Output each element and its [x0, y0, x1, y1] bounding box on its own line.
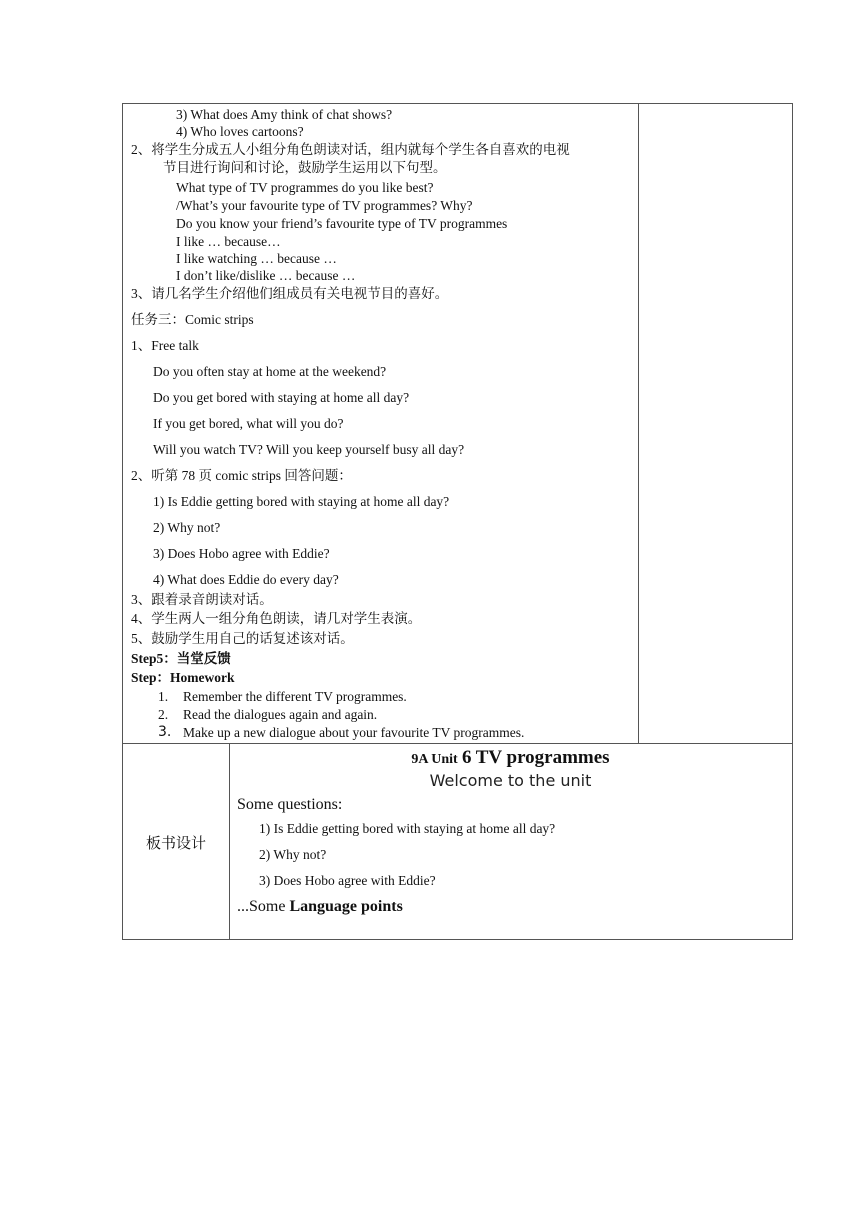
sentence-pattern: /What’s your favourite type of TV programmes? Why? — [176, 198, 473, 213]
activity-line: 2、将学生分成五人小组分角色朗读对话，组内就每个学生各自喜欢的电视 — [131, 142, 570, 157]
comic-question: 4) What does Eddie do every day? — [153, 572, 339, 587]
language-points-line — [237, 897, 403, 916]
homework-item: Make up a new dialogue about your favourite TV programmes. — [183, 725, 525, 740]
blackboard-question: 1) Is Eddie getting bored with staying at home all day? — [259, 821, 556, 836]
activity-line: 3、跟着录音朗读对话。 — [131, 592, 273, 607]
blackboard-label: 板书设计 — [145, 836, 206, 852]
procedure-row — [123, 104, 792, 744]
homework-item: Read the dialogues again and again. — [183, 707, 378, 722]
blackboard-title — [229, 747, 792, 769]
sentence-pattern: Do you know your friend’s favourite type of TV programmes — [176, 216, 508, 231]
task-heading: 任务三：Comic strips — [131, 312, 254, 327]
homework-number: 3. — [158, 724, 172, 740]
activity-line: 5、鼓励学生用自己的话复述该对话。 — [131, 631, 354, 646]
homework-item: Remember the different TV programmes. — [183, 689, 407, 704]
homework-number: 1. — [158, 689, 169, 704]
free-talk-question: Do you often stay at home at the weekend? — [153, 364, 387, 379]
activity-line: 1、Free talk — [131, 338, 199, 353]
activity-line: 节目进行询问和讨论，鼓励学生运用以下句型。 — [163, 160, 447, 175]
sentence-pattern: I don’t like/dislike … because … — [176, 268, 356, 283]
blackboard-subtitle: Welcome to the unit — [429, 771, 592, 790]
activity-line: 2、听第 78 页 comic strips 回答问题： — [131, 468, 352, 483]
comic-question: 3) Does Hobo agree with Eddie? — [153, 546, 330, 561]
title-topic: TV programmes — [475, 747, 610, 768]
sentence-pattern: What type of TV programmes do you like best? — [176, 180, 434, 195]
comic-question: 1) Is Eddie getting bored with staying at home all day? — [153, 494, 450, 509]
sentence-pattern: I like watching … because … — [176, 251, 337, 266]
homework-heading: Step：Homework — [131, 670, 235, 685]
language-points-prefix: ...Some — [237, 898, 286, 915]
free-talk-question: Will you watch TV? Will you keep yourself busy all day? — [153, 442, 465, 457]
blackboard-question: 3) Does Hobo agree with Eddie? — [259, 873, 436, 888]
activity-line: 4、学生两人一组分角色朗读，请几对学生表演。 — [131, 611, 422, 626]
procedure-cell — [123, 104, 639, 743]
activity-line: 3、请几名学生介绍他们组成员有关电视节目的喜好。 — [131, 286, 449, 301]
title-prefix: 9A Unit — [411, 752, 458, 767]
blackboard-question: 2) Why not? — [259, 847, 327, 862]
step5-heading: Step5：当堂反馈 — [131, 651, 231, 666]
questions-heading: Some questions: — [237, 796, 343, 813]
title-unit-number: 6 — [461, 747, 472, 768]
sentence-pattern: I like … because… — [176, 234, 281, 249]
homework-number: 2. — [158, 707, 169, 722]
comic-question: 2) Why not? — [153, 520, 221, 535]
blackboard-row — [123, 744, 792, 939]
question-line: 3) What does Amy think of chat shows? — [176, 107, 393, 122]
free-talk-question: If you get bored, what will you do? — [153, 416, 344, 431]
language-points-label: Language points — [289, 898, 403, 915]
free-talk-question: Do you get bored with staying at home all day? — [153, 390, 410, 405]
lesson-plan-table — [122, 103, 793, 940]
question-line: 4) Who loves cartoons? — [176, 124, 304, 139]
